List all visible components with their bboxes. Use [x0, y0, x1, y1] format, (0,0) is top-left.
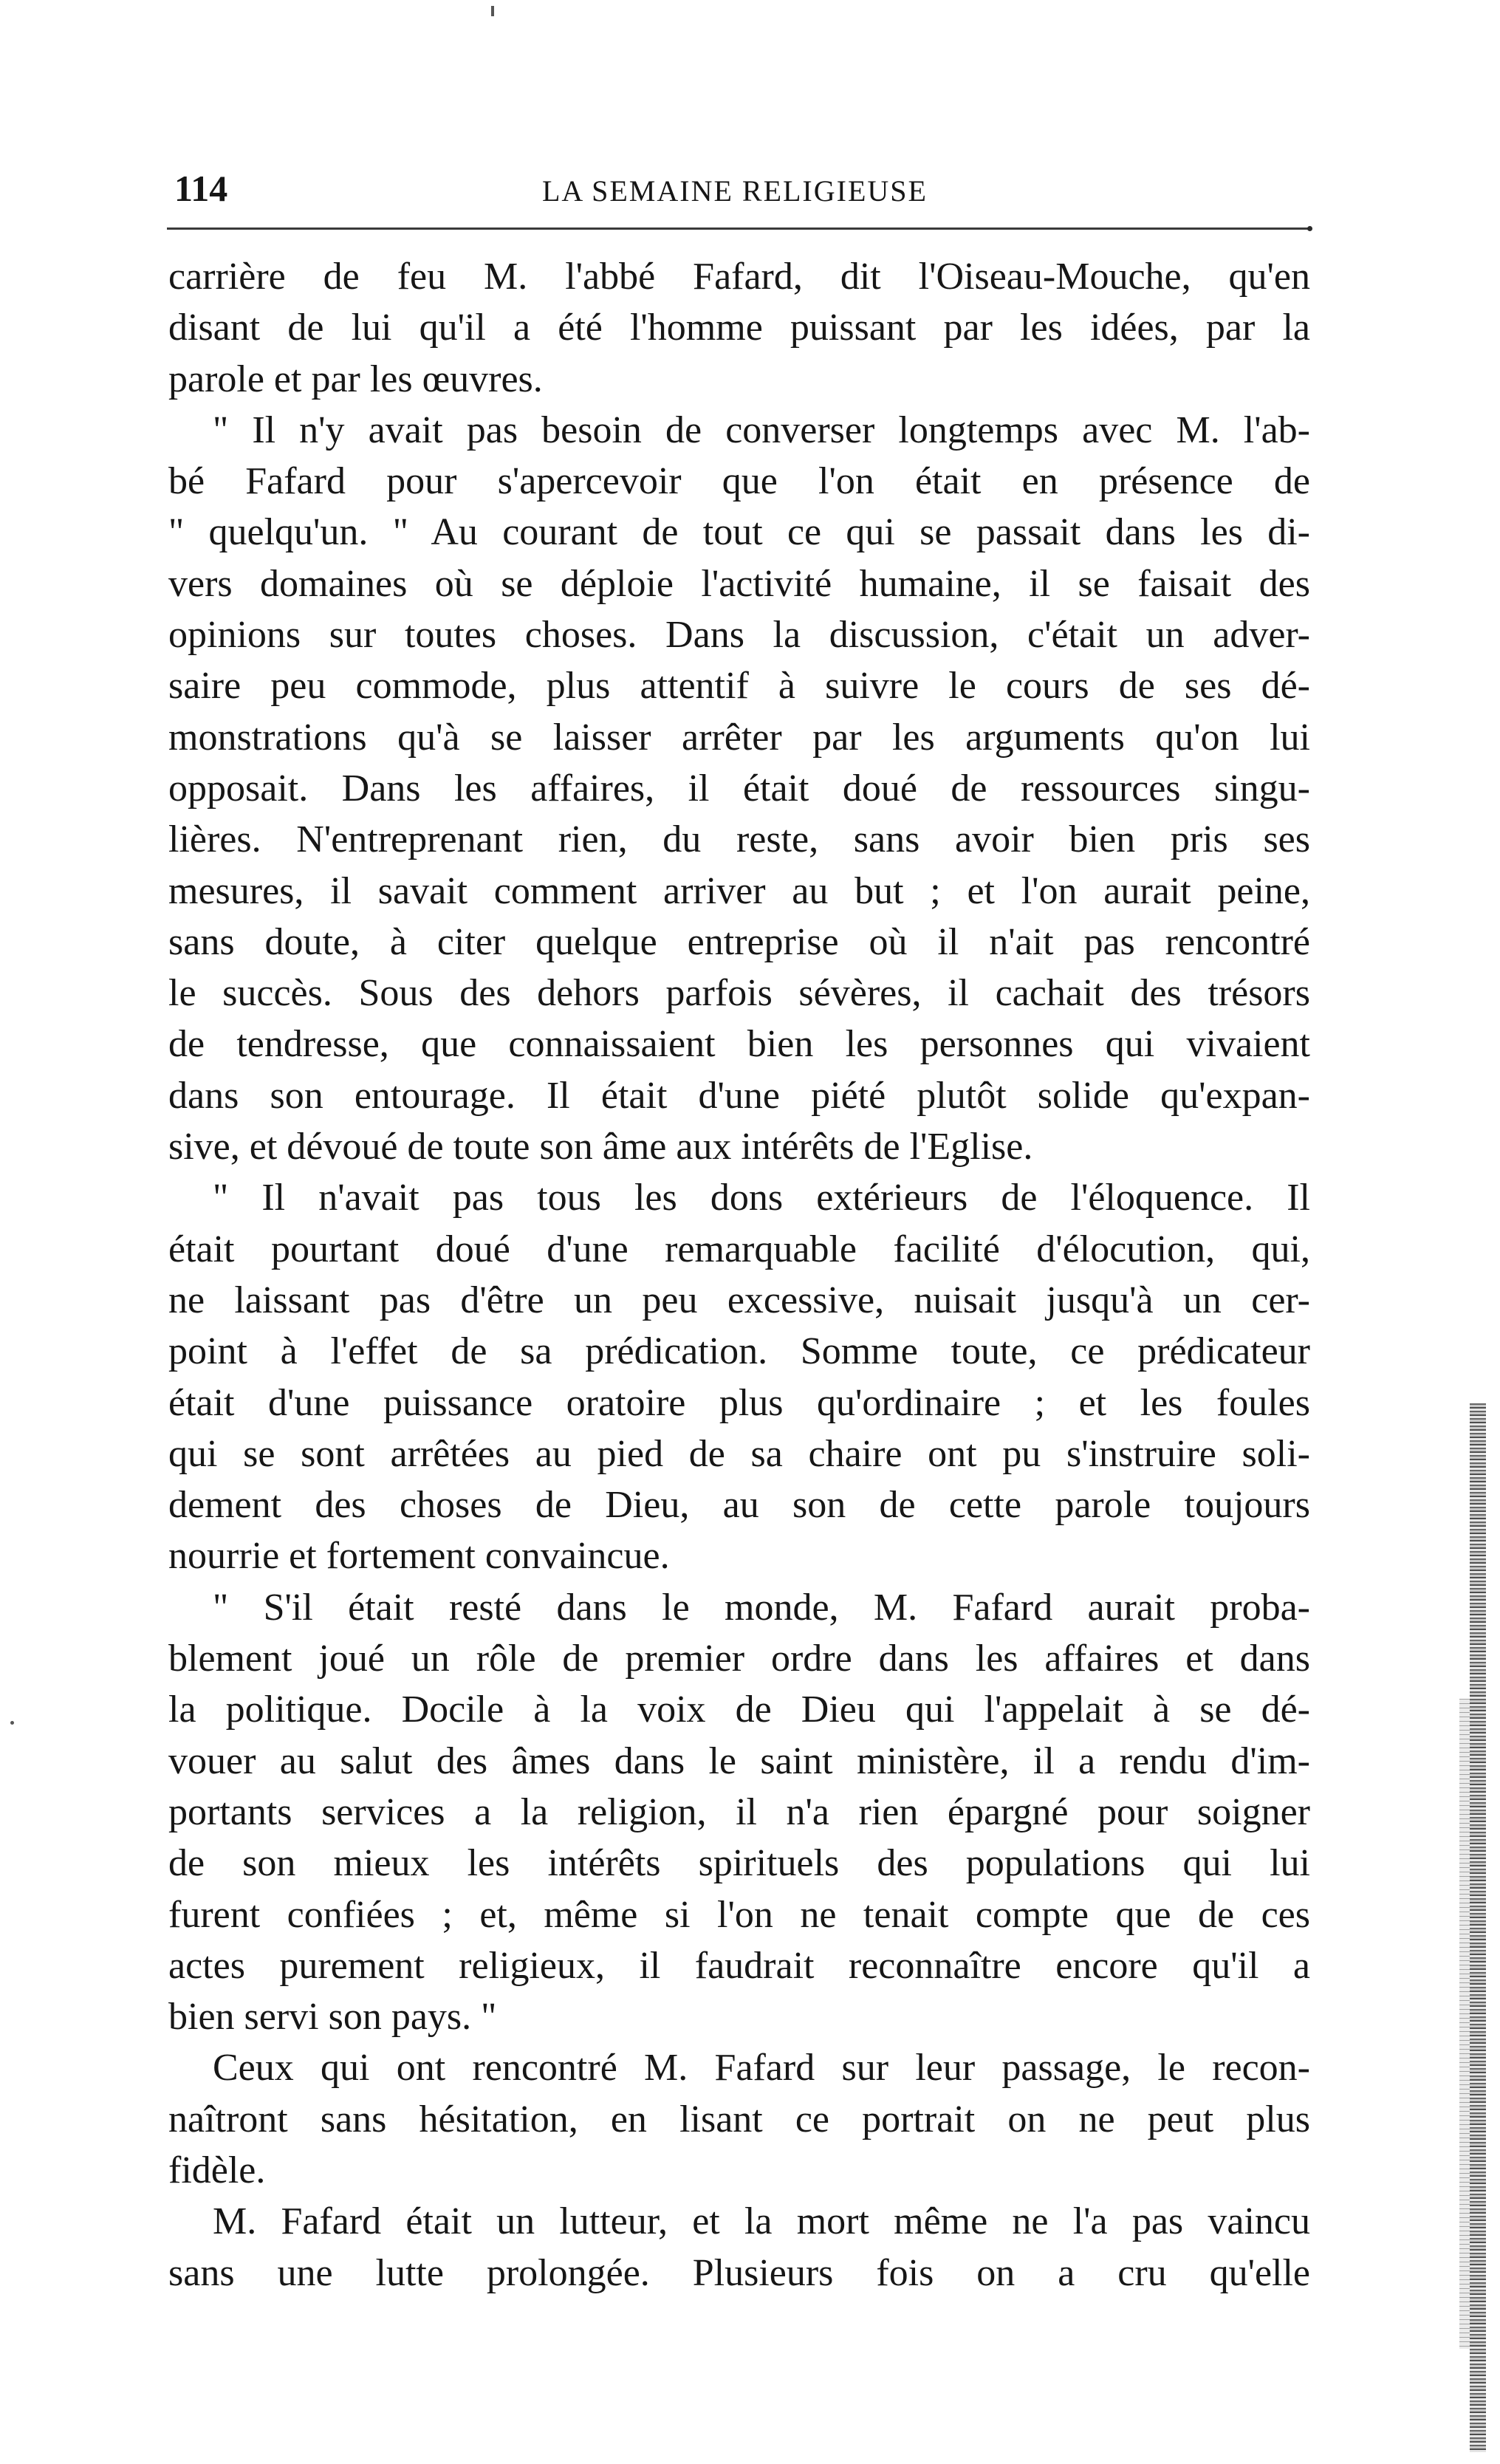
text-line: fidèle. — [168, 2149, 266, 2191]
header-rule — [167, 227, 1308, 230]
text-line: opinions sur toutes choses. Dans la discussion, c'était un adver- — [168, 614, 1310, 657]
text-line: sive, et dévoué de toute son âme aux intérêts de l'Eglise. — [168, 1126, 1033, 1168]
page-header — [168, 166, 1313, 218]
text-line: furent confiées ; et, même si l'on ne tenait compte que de ces — [168, 1893, 1310, 1936]
text-line: bien servi son pays. " — [168, 1996, 497, 2039]
header-rule-dot — [1307, 226, 1312, 231]
text-line: blement joué un rôle de premier ordre dans les affaires et dans — [168, 1637, 1310, 1680]
scan-speck — [491, 6, 494, 16]
text-line: portants services a la religion, il n'a rien épargné pour soigner — [168, 1790, 1310, 1833]
text-line: " Il n'y avait pas besoin de converser longtemps avec M. l'ab- — [213, 408, 1310, 451]
text-line: de tendresse, que connaissaient bien les personnes qui vivaient — [168, 1023, 1310, 1066]
text-line: la politique. Docile à la voix de Dieu qui l'appelait à se dé- — [168, 1688, 1310, 1731]
scanned-page-edge — [1459, 1699, 1470, 2349]
text-line: M. Fafard était un lutteur, et la mort même ne l'a pas vaincu — [213, 2200, 1310, 2243]
text-line: nourrie et fortement convaincue. — [168, 1535, 670, 1578]
scanned-page-edge — [1470, 1403, 1486, 2452]
running-title: LA SEMAINE RELIGIEUSE — [542, 174, 928, 208]
text-line: lières. N'entreprenant rien, du reste, sans avoir bien pris ses — [168, 818, 1310, 861]
text-line: ne laissant pas d'être un peu excessive, nuisait jusqu'à un cer- — [168, 1279, 1310, 1321]
page-number: 114 — [174, 168, 228, 209]
text-line: saire peu commode, plus attentif à suivre le cours de ses dé- — [168, 665, 1310, 708]
text-line: monstrations qu'à se laisser arrêter par les arguments qu'on lui — [168, 716, 1310, 759]
text-line: qui se sont arrêtées au pied de sa chaire ont pu s'instruire soli- — [168, 1432, 1310, 1475]
text-line: vers domaines où se déploie l'activité humaine, il se faisait des — [168, 562, 1310, 605]
scan-speck — [10, 1721, 14, 1725]
text-line: était pourtant doué d'une remarquable facilité d'élocution, qui, — [168, 1228, 1310, 1270]
text-line: disant de lui qu'il a été l'homme puissant par les idées, par la — [168, 307, 1310, 349]
text-line: dement des choses de Dieu, au son de cette parole toujours — [168, 1484, 1310, 1527]
text-line: opposait. Dans les affaires, il était doué de ressources singu- — [168, 767, 1310, 810]
text-line: naîtront sans hésitation, en lisant ce portrait on ne peut plus — [168, 2098, 1310, 2140]
text-line: point à l'effet de sa prédication. Somme toute, ce prédicateur — [168, 1330, 1310, 1373]
text-line: " Il n'avait pas tous les dons extérieurs de l'éloquence. Il — [213, 1177, 1310, 1219]
text-line: sans doute, à citer quelque entreprise où il n'ait pas rencontré — [168, 920, 1310, 963]
text-line: " S'il était resté dans le monde, M. Fafard aurait proba- — [213, 1586, 1310, 1629]
text-line: parole et par les œuvres. — [168, 357, 543, 400]
text-line: de son mieux les intérêts spirituels des populations qui lui — [168, 1842, 1310, 1885]
text-line: carrière de feu M. l'abbé Fafard, dit l'Oiseau-Mouche, qu'en — [168, 256, 1310, 298]
text-line: actes purement religieux, il faudrait reconnaître encore qu'il a — [168, 1944, 1310, 1987]
text-line: dans son entourage. Il était d'une piété plutôt solide qu'expan- — [168, 1074, 1310, 1117]
text-line: était d'une puissance oratoire plus qu'ordinaire ; et les foules — [168, 1381, 1310, 1424]
text-line: bé Fafard pour s'apercevoir que l'on était en présence de — [168, 460, 1310, 503]
body-text — [168, 251, 1310, 2299]
text-line: " quelqu'un. " Au courant de tout ce qui se passait dans les di- — [168, 511, 1310, 554]
text-line: le succès. Sous des dehors parfois sévères, il cachait des trésors — [168, 972, 1310, 1015]
text-line: sans une lutte prolongée. Plusieurs fois on a cru qu'elle — [168, 2251, 1310, 2294]
text-line: Ceux qui ont rencontré M. Fafard sur leur passage, le recon- — [213, 2047, 1310, 2090]
text-line: mesures, il savait comment arriver au but ; et l'on aurait peine, — [168, 869, 1310, 912]
text-line: vouer au salut des âmes dans le saint ministère, il a rendu d'im- — [168, 1739, 1310, 1782]
